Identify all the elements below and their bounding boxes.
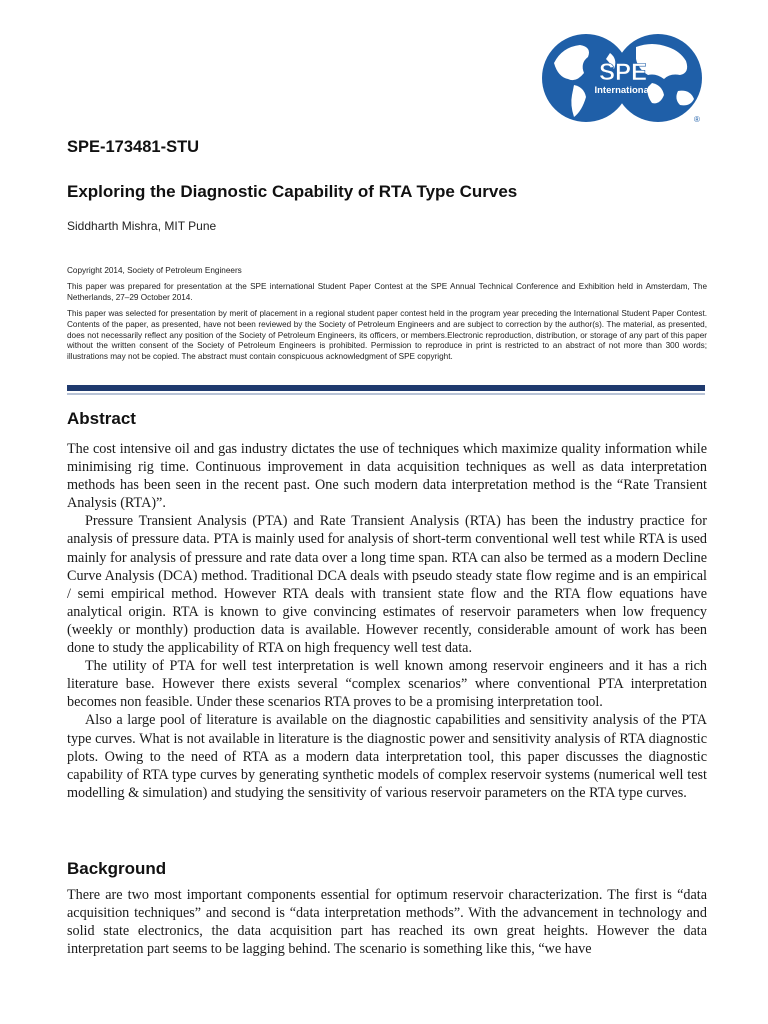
spe-logo — [540, 33, 706, 125]
registered-mark: ® — [694, 115, 700, 124]
background-paragraph: There are two most important components essential for optimum reservoir characterization. The first is “data acquisition techniques” and second is “data interpretation methods”. With the advancement in technology and solid state electronics, the data acquisition part has reached its own great heights. However the data interpretation part seems to be lagging behind. The scenario is something like this, “we have — [67, 887, 707, 958]
abstract-paragraph: The utility of PTA for well test interpretation is well known among reservoir engineers and it has a rich literature base. However there exists several “complex scenarios” where conventional PTA interpretation becomes non feasible. Under these scenarios RTA proves to be a promising interpretation tool. — [67, 658, 707, 711]
selection-disclaimer: This paper was selected for presentation by merit of placement in a regional student paper contest held in the program year preceding the International Student Paper Contest. Contents of the paper, as presented, have not been reviewed by the Society of Petroleum Engineers and are subject to correction by the author(s). The material, as presented, does not necessarily reflect any position of the Society of Petroleum Engineers, its officers, or members.Electronic reproduction, distribution, or storage of any part of this paper without the written consent of the Society of Petroleum Engineers is prohibited. Permission to reproduce in print is restricted to an abstract of not more than 300 words; illustrations may not be copied. The abstract must contain conspicuous acknowledgment of SPE copyright. — [67, 308, 707, 362]
abstract-paragraph: Pressure Transient Analysis (PTA) and Rate Transient Analysis (RTA) has been the industry practice for analysis of pressure data. PTA is mainly used for analysis of short-term conventional well test while RTA is used mainly for analysis of pressure and rate data over a long time span. RTA can also be termed as a modern Decline Curve Analysis (DCA) method. Traditional DCA deals with pseudo steady state flow regime and is an empirical / semi empirical method. However RTA deals with transient state flow and the RTA flow equations have analytical origin. RTA is known to give convincing estimates of reservoir parameters when low frequency (weekly or monthly) production data is available. However recently, considerable amount of work has been done to study the applicability of RTA on high frequency well test data. — [67, 513, 707, 657]
author-line: Siddharth Mishra, MIT Pune — [67, 219, 217, 233]
paper-id: SPE-173481-STU — [67, 138, 200, 156]
abstract-heading: Abstract — [67, 409, 136, 428]
copyright-notice — [67, 266, 707, 368]
abstract-paragraph: Also a large pool of literature is available on the diagnostic capabilities and sensitivity analysis of the PTA type curves. What is not available in literature is the diagnostic power and sensitivity analysis of RTA diagnostic plots. Owing to the need of RTA as a modern data interpretation tool, this paper discusses the diagnostic capability of RTA type curves by generating synthetic models of complex reservoir systems (numerical well test modelling & simulation) and studying the sensitivity of various reservoir parameters on the RTA type curves. — [67, 712, 707, 801]
background-body — [67, 886, 707, 958]
header-divider-accent — [67, 393, 705, 395]
background-heading: Background — [67, 859, 167, 878]
presentation-note: This paper was prepared for presentation at the SPE international Student Paper Contest at the SPE Annual Technical Conference and Exhibition held in Amsterdam, The Netherlands, 27–29 October 2014. — [67, 281, 707, 302]
abstract-body — [67, 440, 707, 802]
paper-title: Exploring the Diagnostic Capability of RTA Type Curves — [67, 182, 518, 201]
logo-text: SPE — [598, 59, 648, 86]
abstract-paragraph: The cost intensive oil and gas industry dictates the use of techniques which maximize quality information while minimising rig time. Continuous improvement in data acquisition techniques as well as data interpretation methods has been seen in the recent past. One such modern data interpretation method is the “Rate Transient Analysis (RTA)”. — [67, 441, 707, 512]
logo-subtext: International — [594, 85, 652, 96]
copyright-line: Copyright 2014, Society of Petroleum Engineers — [67, 266, 242, 275]
header-divider — [67, 385, 705, 391]
